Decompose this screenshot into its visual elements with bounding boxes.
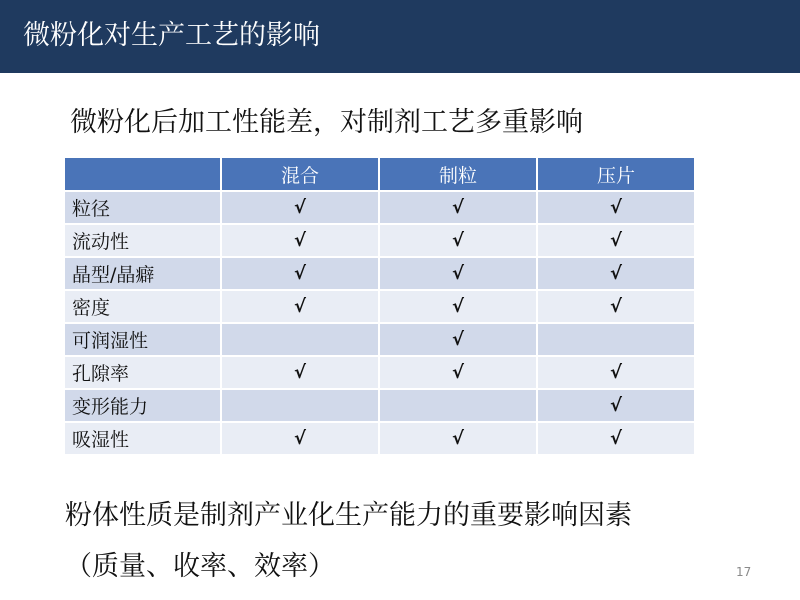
conclusion-line-2: （质量、收率、效率） [65, 551, 335, 582]
check-mark [221, 389, 379, 422]
check-mark: √ [379, 224, 537, 257]
check-mark: √ [379, 356, 537, 389]
check-mark [379, 389, 537, 422]
properties-table [63, 156, 696, 456]
check-mark: √ [537, 191, 695, 224]
check-mark [537, 323, 695, 356]
check-mark: √ [379, 191, 537, 224]
row-label: 可润湿性 [64, 323, 221, 356]
row-label: 流动性 [64, 224, 221, 257]
check-mark: √ [537, 224, 695, 257]
check-mark: √ [221, 290, 379, 323]
check-mark: √ [379, 323, 537, 356]
table-row [64, 224, 695, 257]
check-mark: √ [537, 356, 695, 389]
check-mark [221, 323, 379, 356]
check-mark: √ [221, 257, 379, 290]
row-label: 变形能力 [64, 389, 221, 422]
check-mark: √ [221, 356, 379, 389]
check-mark: √ [537, 422, 695, 455]
row-label: 吸湿性 [64, 422, 221, 455]
table-row [64, 257, 695, 290]
header-cell-corner [64, 157, 221, 191]
row-label: 粒径 [64, 191, 221, 224]
check-mark: √ [379, 257, 537, 290]
row-label: 晶型/晶癖 [64, 257, 221, 290]
title-bar [0, 0, 800, 73]
check-mark: √ [221, 191, 379, 224]
slide-title: 微粉化对生产工艺的影响 [23, 20, 320, 51]
page-number: 17 [736, 565, 752, 579]
table-row [64, 389, 695, 422]
check-mark: √ [379, 422, 537, 455]
table-row [64, 191, 695, 224]
header-cell-granulation: 制粒 [379, 157, 537, 191]
check-mark: √ [537, 290, 695, 323]
table-row [64, 356, 695, 389]
conclusion-line-1: 粉体性质是制剂产业化生产能力的重要影响因素 [65, 500, 632, 531]
check-mark: √ [221, 422, 379, 455]
check-mark: √ [221, 224, 379, 257]
table-row [64, 422, 695, 455]
check-mark: √ [537, 389, 695, 422]
row-label: 孔隙率 [64, 356, 221, 389]
header-cell-mixing: 混合 [221, 157, 379, 191]
check-mark: √ [379, 290, 537, 323]
table-header-row [64, 157, 695, 191]
header-cell-tableting: 压片 [537, 157, 695, 191]
table-row [64, 290, 695, 323]
row-label: 密度 [64, 290, 221, 323]
table-row [64, 323, 695, 356]
slide-subtitle: 微粉化后加工性能差，对制剂工艺多重影响 [70, 107, 583, 138]
check-mark: √ [537, 257, 695, 290]
